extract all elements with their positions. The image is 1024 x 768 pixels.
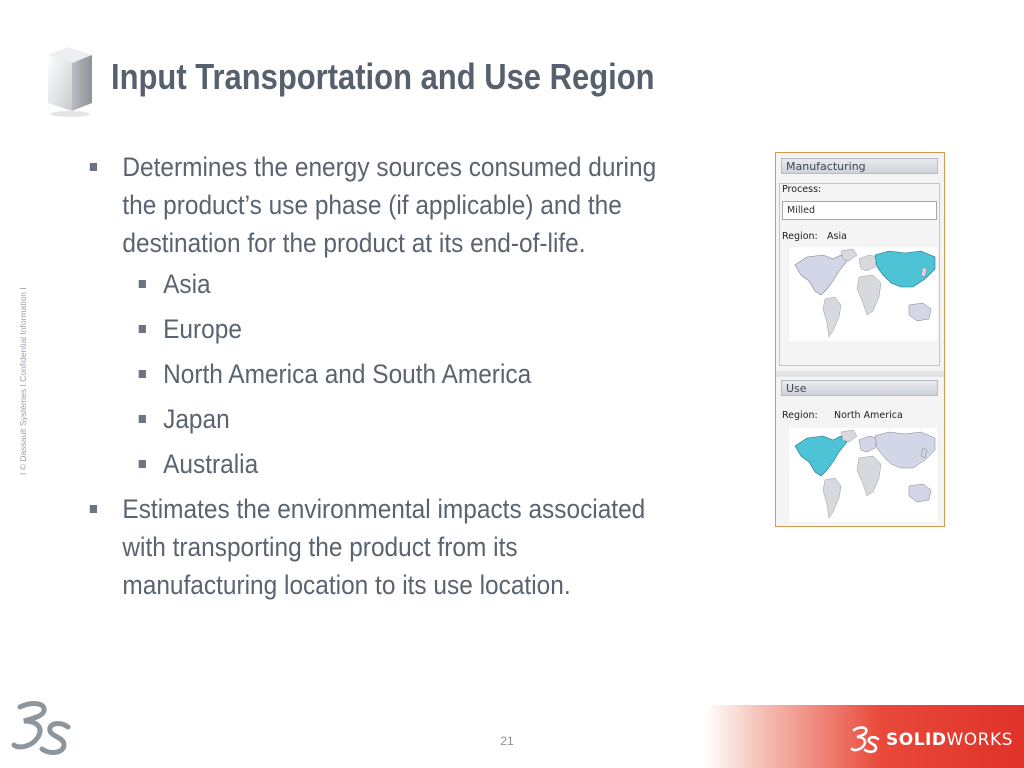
map-region-africa bbox=[857, 275, 881, 315]
use-region-value: North America bbox=[834, 410, 903, 421]
tab-use[interactable]: Use bbox=[781, 380, 938, 396]
region-list bbox=[88, 262, 758, 479]
panel-divider bbox=[776, 371, 944, 377]
slide-title: Input Transportation and Use Region bbox=[111, 56, 655, 97]
manufacturing-region-label: Region: bbox=[782, 231, 818, 242]
sub-bullet-region bbox=[88, 262, 797, 307]
page-number: 21 bbox=[500, 734, 514, 748]
bullet-line: with transporting the product from its bbox=[122, 532, 518, 562]
slide-body-second bbox=[88, 490, 758, 604]
bullet-transport-impacts bbox=[88, 490, 774, 604]
use-region-map[interactable] bbox=[789, 428, 937, 522]
map-region-africa bbox=[857, 456, 881, 496]
bullet-square-icon bbox=[90, 505, 97, 513]
region-item: Australia bbox=[163, 449, 259, 479]
bullet-line: destination for the product at its end-of-life. bbox=[122, 228, 586, 258]
region-item: Asia bbox=[163, 269, 211, 299]
region-panel bbox=[775, 152, 945, 527]
solidworks-ds-icon bbox=[850, 724, 880, 754]
region-item: Europe bbox=[163, 314, 242, 344]
sub-bullet-region bbox=[88, 307, 797, 352]
map-region-north-america bbox=[795, 436, 847, 476]
bullet-square-icon bbox=[139, 415, 146, 423]
region-item: North America and South America bbox=[163, 359, 532, 389]
dassault-systemes-logo-icon bbox=[10, 697, 72, 757]
map-region-south-america bbox=[823, 297, 841, 337]
map-region-australia bbox=[909, 303, 931, 321]
bullet-square-icon bbox=[139, 325, 146, 333]
bullet-line: Estimates the environmental impacts associated bbox=[122, 494, 646, 524]
map-region-north-america bbox=[795, 255, 847, 295]
map-region-australia bbox=[909, 484, 931, 502]
map-region-greenland bbox=[841, 430, 857, 442]
map-region-europe bbox=[859, 255, 877, 271]
confidential-text: I © Dassault Systèmes I Confidential Information I bbox=[18, 287, 28, 475]
use-region-label: Region: bbox=[782, 410, 818, 421]
bullet-square-icon bbox=[90, 163, 97, 171]
slide-body bbox=[88, 148, 758, 479]
sub-bullet-region bbox=[88, 352, 797, 397]
map-region-south-america bbox=[823, 478, 841, 518]
process-select[interactable]: Milled bbox=[782, 201, 937, 220]
solidworks-logo bbox=[838, 722, 1018, 758]
cube-logo-icon bbox=[42, 45, 96, 117]
process-label: Process: bbox=[782, 184, 822, 195]
bullet-energy-sources bbox=[88, 148, 774, 262]
map-region-europe bbox=[859, 436, 877, 452]
bullet-line: Determines the energy sources consumed during bbox=[122, 152, 657, 182]
bullet-square-icon bbox=[139, 370, 146, 378]
solidworks-wordmark bbox=[886, 730, 1013, 750]
bullet-square-icon bbox=[139, 280, 146, 288]
manufacturing-region-value: Asia bbox=[827, 231, 847, 242]
bullet-line: the product’s use phase (if applicable) and the bbox=[122, 190, 622, 220]
sub-bullet-region bbox=[88, 442, 797, 487]
brand-bold: SOLID bbox=[886, 730, 947, 750]
bullet-square-icon bbox=[139, 460, 146, 468]
region-item: Japan bbox=[163, 404, 230, 434]
map-region-greenland bbox=[841, 249, 857, 261]
tab-manufacturing[interactable]: Manufacturing bbox=[781, 158, 938, 174]
sub-bullet-region bbox=[88, 397, 797, 442]
manufacturing-region-map[interactable] bbox=[789, 247, 937, 341]
brand-light: WORKS bbox=[946, 730, 1013, 750]
bullet-line: manufacturing location to its use location. bbox=[122, 570, 571, 600]
